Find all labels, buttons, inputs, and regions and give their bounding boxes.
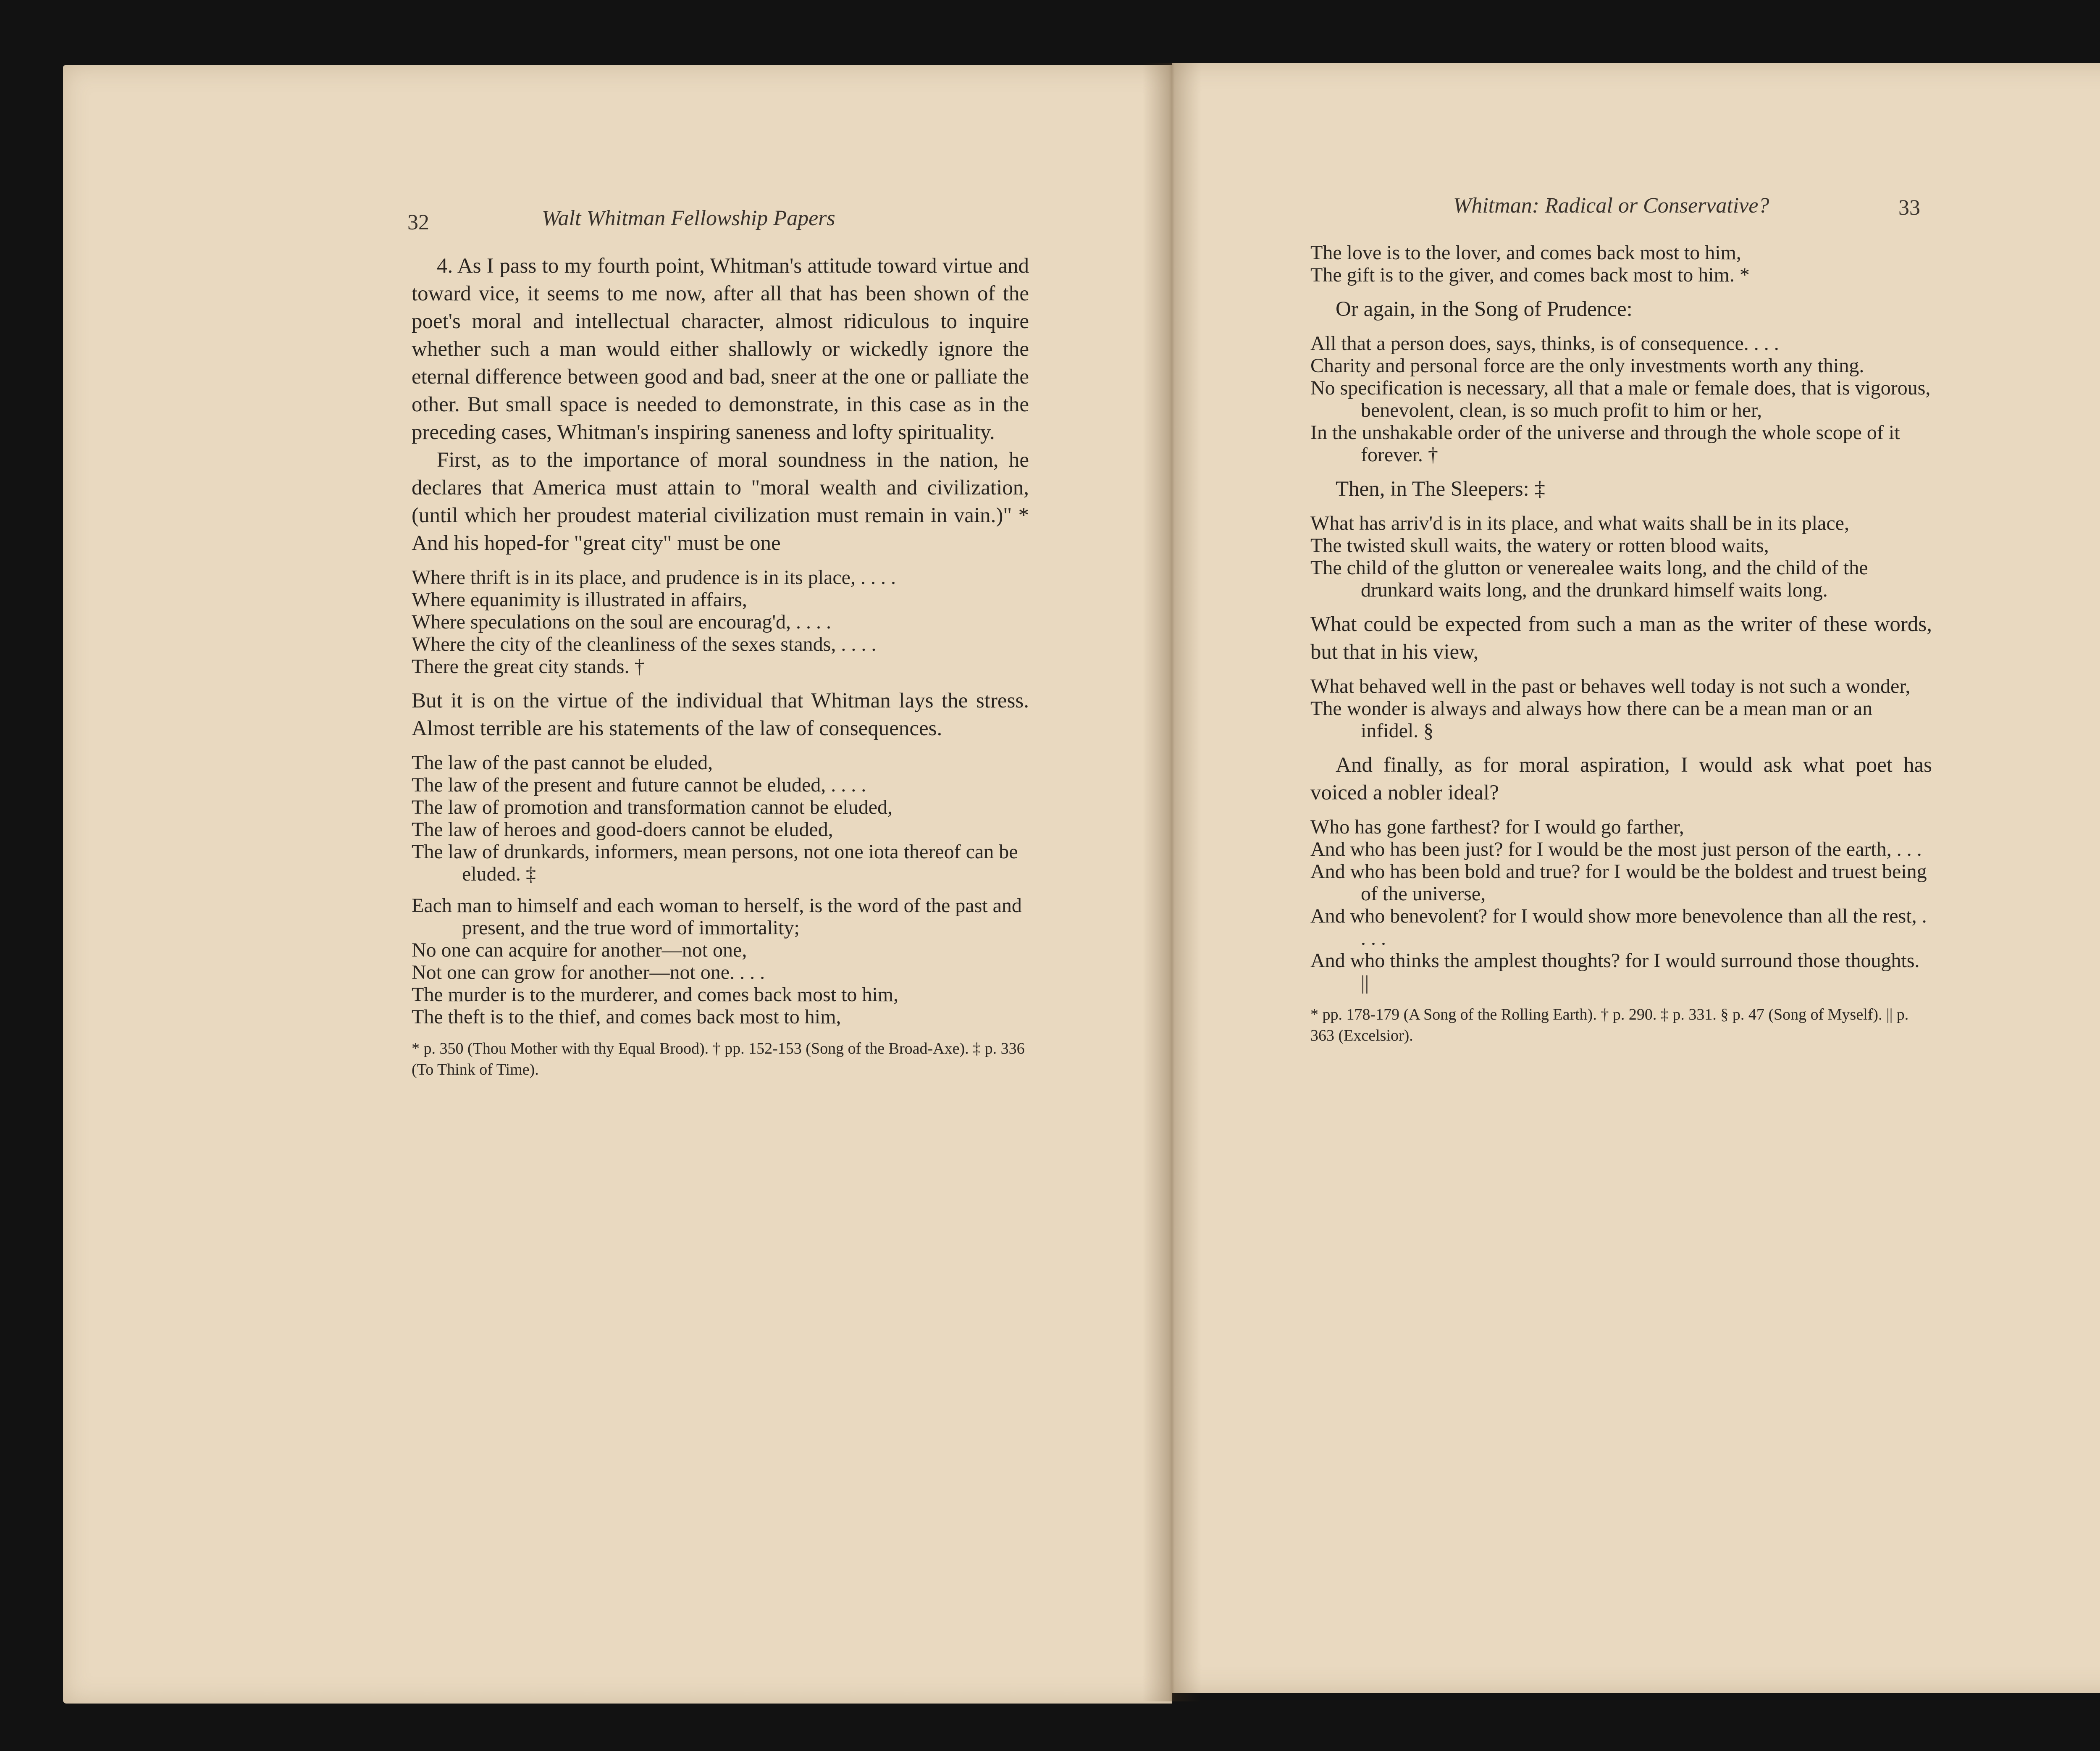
- verse-line: Not one can grow for another—not one. . . .: [412, 961, 765, 983]
- verse-line: What behaved well in the past or behaves well today is not such a wonder,: [1310, 675, 1911, 697]
- verse-line: The law of heroes and good-doers cannot be eluded,: [412, 818, 833, 841]
- paragraph: 4. As I pass to my fourth point, Whitman's attitude toward virtue and toward vice, it seems to me now, after all that has been shown of the poet's moral and intellectual character, almost ridiculous to inquire whether such a man would either shallowly or wickedly ignore the eternal difference between good and bad, sneer at the one or palliate the other. But small space is needed to demonstrate, in this case as in the preceding cases, Whitman's inspiring saneness and lofty spirituality.: [412, 254, 1029, 444]
- verse-line: The wonder is always and always how there can be a mean man or an infidel. §: [1310, 697, 1873, 742]
- verse-line: No one can acquire for another—not one,: [412, 939, 747, 961]
- verse-line: No specification is necessary, all that a male or female does, that is vigorous, benevolent, clean, is so much profit to him or her,: [1310, 377, 1931, 421]
- verse-quote: [412, 566, 1029, 678]
- left-page-body: [412, 252, 1029, 1080]
- verse-quote: [1310, 675, 1932, 742]
- verse-line: All that a person does, says, thinks, is of consequence. . . .: [1310, 332, 1779, 355]
- verse-line: What has arriv'd is in its place, and what waits shall be in its place,: [1310, 512, 1849, 534]
- verse-line: The theft is to the thief, and comes back most to him,: [412, 1006, 841, 1028]
- paragraph: Then, in The Sleepers: ‡: [1336, 477, 1546, 501]
- verse-line: Charity and personal force are the only investments worth any thing.: [1310, 355, 1864, 377]
- footnotes: * p. 350 (Thou Mother with thy Equal Brood). † pp. 152-153 (Song of the Broad-Axe). ‡ p. 336 (To Think of Time).: [412, 1040, 1025, 1078]
- verse-quote: [412, 752, 1029, 885]
- verse-quote: [1310, 332, 1932, 466]
- paragraph: First, as to the importance of moral soundness in the nation, he declares that America must attain to "moral wealth and civilization, (until which her proudest material civilization must remain in vain.)" * And his hoped-for "great city" must be one: [412, 448, 1029, 555]
- verse-line: The murder is to the murderer, and comes back most to him,: [412, 983, 899, 1006]
- verse-line: The love is to the lover, and comes back most to him,: [1310, 242, 1741, 264]
- verse-line: The law of promotion and transformation cannot be eluded,: [412, 796, 892, 818]
- verse-quote: [1310, 242, 1932, 286]
- footnotes: * pp. 178-179 (A Song of the Rolling Earth). † p. 290. ‡ p. 331. § p. 47 (Song of Myself). || p. 363 (Excelsior).: [1310, 1006, 1909, 1044]
- verse-line: The law of the past cannot be eluded,: [412, 752, 713, 774]
- left-page-number: 32: [407, 210, 429, 234]
- verse-line: Where the city of the cleanliness of the sexes stands, . . . .: [412, 633, 877, 655]
- verse-line: And who benevolent? for I would show more benevolence than all the rest, . . . .: [1310, 905, 1927, 949]
- left-running-head: Walt Whitman Fellowship Papers: [542, 206, 835, 230]
- book-gutter: [1142, 63, 1201, 1701]
- verse-line: The child of the glutton or venerealee waits long, and the child of the drunkard waits long, and the drunkard himself waits long.: [1310, 557, 1868, 601]
- verse-quote: [1310, 512, 1932, 601]
- verse-line: Each man to himself and each woman to herself, is the word of the past and present, and the true word of immortality;: [412, 894, 1022, 939]
- verse-line: And who has been just? for I would be the most just person of the earth, . . .: [1310, 838, 1922, 860]
- verse-line: The twisted skull waits, the watery or rotten blood waits,: [1310, 534, 1769, 557]
- paragraph: Or again, in the Song of Prudence:: [1336, 297, 1633, 321]
- verse-line: In the unshakable order of the universe and through the whole scope of it forever. †: [1310, 421, 1900, 466]
- verse-line: There the great city stands. †: [412, 655, 645, 678]
- verse-line: Where thrift is in its place, and prudence is in its place, . . . .: [412, 566, 896, 589]
- paragraph: But it is on the virtue of the individual that Whitman lays the stress. Almost terrible are his statements of the law of consequences.: [412, 689, 1029, 740]
- verse-line: The law of drunkards, informers, mean persons, not one iota thereof can be eluded. ‡: [412, 841, 1018, 885]
- verse-quote: [412, 894, 1029, 1028]
- verse-quote: [1310, 816, 1932, 994]
- verse-line: Where equanimity is illustrated in affairs,: [412, 589, 747, 611]
- right-page-body: [1310, 242, 1932, 1046]
- paragraph: What could be expected from such a man as the writer of these words, but that in his view,: [1310, 613, 1932, 664]
- verse-line: And who thinks the amplest thoughts? for I would surround those thoughts. ||: [1310, 949, 1920, 994]
- verse-line: The gift is to the giver, and comes back most to him. *: [1310, 264, 1750, 286]
- verse-line: And who has been bold and true? for I would be the boldest and truest being of the universe,: [1310, 860, 1927, 905]
- verse-line: The law of the present and future cannot be eluded, . . . .: [412, 774, 866, 796]
- verse-line: Who has gone farthest? for I would go farther,: [1310, 816, 1684, 838]
- right-page-number: 33: [1898, 196, 1920, 220]
- paragraph: And finally, as for moral aspiration, I would ask what poet has voiced a nobler ideal?: [1310, 753, 1932, 805]
- verse-line: Where speculations on the soul are encourag'd, . . . .: [412, 611, 831, 633]
- right-running-head: Whitman: Radical or Conservative?: [1453, 194, 1769, 218]
